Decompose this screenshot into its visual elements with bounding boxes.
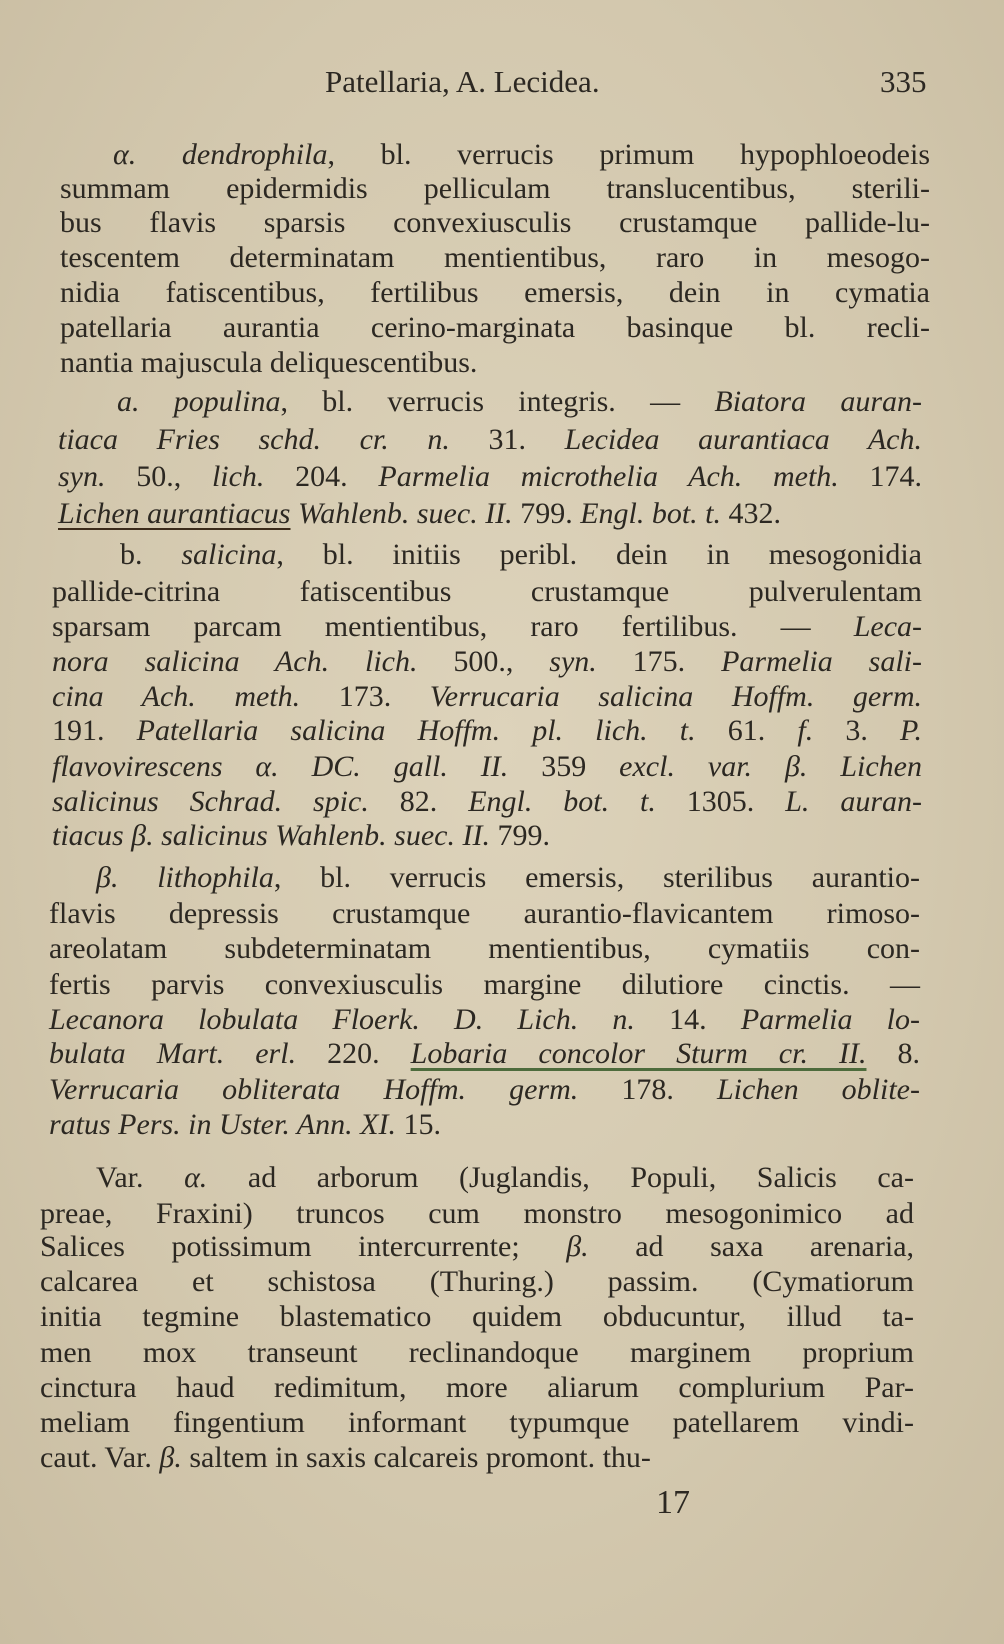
text-line (49, 896, 920, 932)
text-run: 432. (721, 497, 782, 530)
text-line (52, 609, 922, 645)
text-run: Var. (96, 1161, 185, 1194)
italic-text: a. populina (117, 385, 281, 418)
underlined-citation: Lobaria concolor Sturm cr. II. (410, 1037, 867, 1070)
text-line (60, 240, 930, 276)
text-run: 799. (489, 819, 550, 852)
text-run: b. (120, 538, 182, 571)
text-run: men mox transeunt reclinandoque marginem proprium (40, 1336, 914, 1369)
text-line (96, 860, 920, 896)
italic-text: tiaca Fries schd. cr. n. (58, 423, 450, 456)
text-line (113, 137, 930, 173)
text-run: , bl. initiis peribl. dein in mesogonidia (276, 538, 923, 571)
italic-text: β. (566, 1230, 589, 1263)
text-line (58, 496, 922, 532)
text-run: 799. (512, 497, 581, 530)
text-line (60, 310, 930, 346)
text-run: Salices potissimum intercurrente; (40, 1230, 567, 1263)
text-run: caut. Var. (40, 1441, 160, 1474)
italic-text: Verrucaria obliterata Hoffm. germ. (49, 1073, 579, 1106)
italic-text: flavovirescens α. DC. gall. II. (52, 750, 509, 783)
italic-text: nora salicina Ach. lich. (52, 645, 418, 678)
text-run: initia tegmine blastematico quidem obducuntur, illud ta- (40, 1300, 914, 1333)
text-line (60, 275, 930, 311)
text-run: nantia majuscula deliquescentibus. (60, 346, 478, 379)
text-line (40, 1299, 914, 1335)
italic-text: α. dendrophila (113, 138, 328, 171)
italic-text: Lecidea aurantiaca Ach. (564, 423, 923, 456)
text-run: 178. (578, 1073, 717, 1106)
text-run: 175. (596, 645, 722, 678)
italic-text: excl. var. β. Lichen (619, 750, 923, 783)
text-line (52, 784, 922, 820)
text-line (49, 931, 920, 967)
italic-text: lich. (211, 460, 265, 493)
text-run: 3. (813, 714, 901, 747)
underlined-citation: Lichen aurantiacus (58, 497, 291, 530)
text-line (52, 713, 922, 749)
italic-text: Biatora auran- (714, 385, 923, 418)
text-run: 220. (296, 1037, 411, 1070)
text-line (52, 679, 922, 715)
text-run: 191. (52, 714, 137, 747)
italic-text: bulata Mart. erl. (49, 1037, 297, 1070)
text-run: 61. (695, 714, 798, 747)
text-line (58, 422, 922, 458)
text-run: fertis parvis convexiusculis margine dilutiore cinctis. — (49, 968, 920, 1001)
text-line (40, 1440, 914, 1476)
text-line (40, 1264, 914, 1300)
text-line (52, 644, 922, 680)
text-line (52, 574, 922, 610)
text-line (49, 1002, 920, 1038)
text-run: saltem in saxis calcareis promont. thu- (181, 1441, 651, 1474)
italic-text: Parmelia lo- (740, 1003, 920, 1036)
signature-mark: 17 (656, 1484, 690, 1521)
italic-text: P. (900, 714, 923, 747)
italic-text: L. auran- (785, 785, 922, 818)
text-line (52, 749, 922, 785)
text-line (49, 1072, 920, 1108)
italic-text: Verrucaria salicina Hoffm. germ. (429, 680, 923, 713)
text-run: flavis depressis crustamque aurantio-flavicantem rimoso- (49, 897, 920, 930)
text-run: 173. (300, 680, 430, 713)
italic-text: β. lithophila (96, 861, 274, 894)
text-run: pallide-citrina fatiscentibus crustamque pulverulentam (52, 575, 922, 608)
italic-text: Parmelia microthelia Ach. meth. (378, 460, 839, 493)
italic-text: salicinus Schrad. spic. (52, 785, 369, 818)
text-run: areolatam subdeterminatam mentientibus, cymatiis con- (49, 932, 920, 965)
text-run: 31. (449, 423, 565, 456)
text-line (40, 1229, 914, 1265)
italic-text: Lichen oblite- (716, 1073, 920, 1106)
italic-text: β. (159, 1441, 182, 1474)
text-line (49, 1107, 920, 1143)
italic-text: Patellaria salicina Hoffm. pl. lich. t. (136, 714, 696, 747)
text-run: 82. (368, 785, 469, 818)
text-run: 1305. (655, 785, 786, 818)
italic-text: f. (797, 714, 814, 747)
italic-text: α. (184, 1161, 208, 1194)
italic-text: Wahlenb. suec. II. (290, 497, 513, 530)
text-run: , bl. verrucis emersis, sterilibus aurantio- (273, 861, 920, 894)
italic-text: syn. (58, 460, 106, 493)
text-run: nidia fatiscentibus, fertilibus emersis, dein in cymatia (60, 276, 930, 309)
italic-text: salicina (181, 538, 277, 571)
text-line (60, 171, 930, 207)
text-run: 174. (838, 460, 923, 493)
text-line (40, 1196, 914, 1232)
text-run: 50., (105, 460, 212, 493)
text-line (96, 1160, 914, 1196)
text-run: tescentem determinatam mentientibus, raro in mesogo- (60, 241, 930, 274)
text-line (40, 1370, 914, 1406)
italic-text: Parmelia sali- (721, 645, 922, 678)
text-line (120, 537, 922, 573)
italic-text: cina Ach. meth. (52, 680, 301, 713)
text-line (40, 1405, 914, 1441)
text-run: preae, Fraxini) truncos cum monstro mesogonimico ad (40, 1197, 914, 1230)
text-line (60, 345, 930, 381)
text-run: meliam fingentium informant typumque patellarem vindi- (40, 1406, 914, 1439)
text-run: ad arborum (Juglandis, Populi, Salicis ca- (207, 1161, 914, 1194)
text-line (40, 1335, 914, 1371)
italic-text: ratus Pers. in Uster. Ann. XI. (49, 1108, 396, 1141)
text-run: , bl. verrucis integris. — (280, 385, 715, 418)
text-run: 15. (395, 1108, 441, 1141)
text-run: 204. (264, 460, 379, 493)
italic-text: Engl. bot. t. (468, 785, 656, 818)
text-line (49, 1036, 920, 1072)
text-run: , bl. verrucis primum hypophloeodeis (327, 138, 930, 171)
italic-text: Engl. bot. t. (580, 497, 722, 530)
text-line (117, 384, 922, 420)
text-line (58, 459, 922, 495)
text-line (49, 967, 920, 1003)
page-number: 335 (880, 64, 927, 99)
italic-text: tiacus β. salicinus Wahlenb. suec. II. (52, 819, 490, 852)
text-run: patellaria aurantia cerino-marginata basinque bl. recli- (60, 311, 930, 344)
text-run: summam epidermidis pelliculam translucentibus, sterili- (60, 172, 930, 205)
running-title: Patellaria, A. Lecidea. (325, 64, 600, 99)
italic-text: Lecanora lobulata Floerk. D. Lich. n. (49, 1003, 635, 1036)
text-run: bus flavis sparsis convexiusculis crustamque pallide-lu- (60, 206, 930, 239)
text-run: 8. (866, 1037, 921, 1070)
text-run: 359 (508, 750, 620, 783)
text-run: ad saxa arenaria, (588, 1230, 915, 1263)
text-line (52, 818, 922, 854)
italic-text: syn. (549, 645, 597, 678)
text-line (60, 205, 930, 241)
text-run: 500., (417, 645, 550, 678)
text-run: sparsam parcam mentientibus, raro fertilibus. — (52, 610, 854, 643)
text-run: calcarea et schistosa (Thuring.) passim. (Cymatiorum (40, 1265, 914, 1298)
italic-text: Leca- (853, 610, 922, 643)
text-run: 14. (634, 1003, 741, 1036)
text-run: cinctura haud redimitum, more aliarum complurium Par- (40, 1371, 914, 1404)
